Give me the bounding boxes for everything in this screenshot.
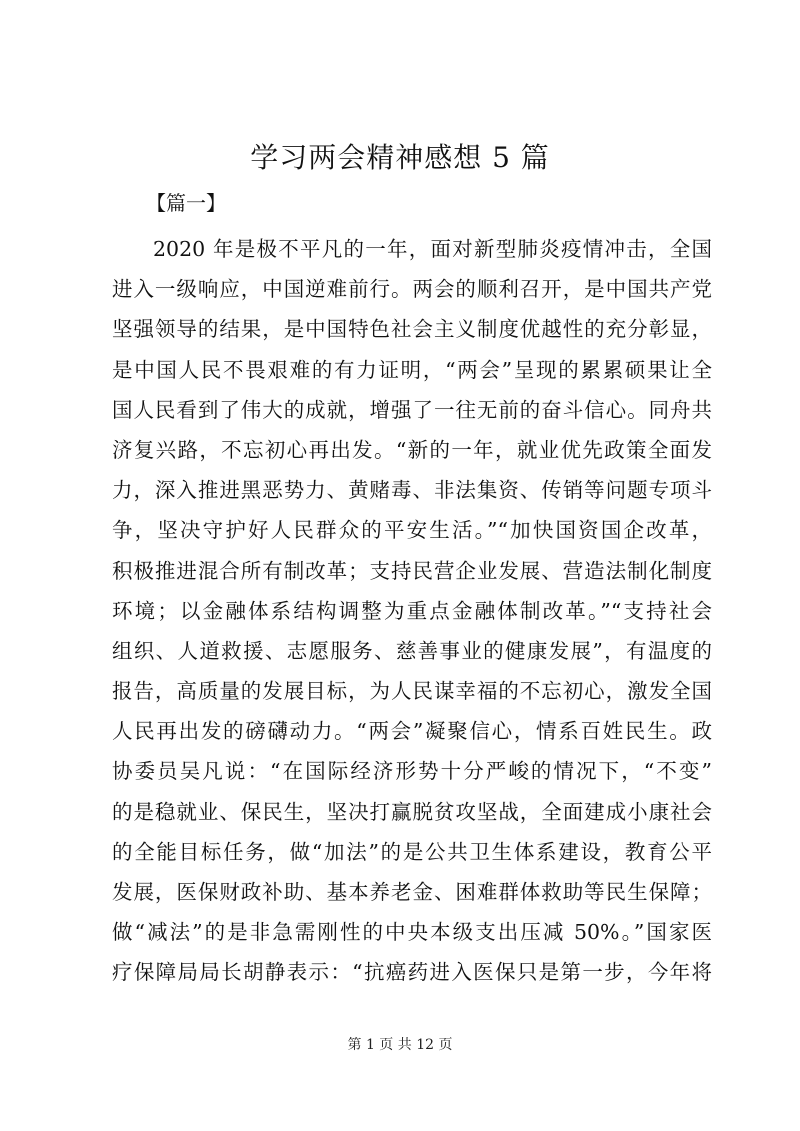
body-line: 2020 年是极不平凡的一年，面对新型肺炎疫情冲击，全国 <box>153 237 712 261</box>
body-line: 力，深入推进黑恶势力、黄赌毒、非法集资、传销等问题专项斗 <box>112 478 712 503</box>
body-line: 坚强领导的结果，是中国特色社会主义制度优越性的充分彰显， <box>112 317 712 342</box>
page-footer: 第 1 页 共 12 页 <box>347 1037 453 1053</box>
body-line: 济复兴路，不忘初心再出发。“新的一年，就业优先政策全面发 <box>112 437 712 462</box>
body-line: 是中国人民不畏艰难的有力证明，“两会”呈现的累累硕果让全 <box>112 357 712 382</box>
body-line: 疗保障局局长胡静表示：“抗癌药进入医保只是第一步，今年将 <box>112 960 712 985</box>
body-line: 争，坚决守护好人民群众的平安生活。”“加快国资国企改革， <box>112 518 712 543</box>
body-line: 环境；以金融体系结构调整为重点金融体制改革。”“支持社会 <box>112 598 712 623</box>
body-line: 发展，医保财政补助、基本养老金、困难群体救助等民生保障； <box>112 880 712 904</box>
body-line: 做“减法”的是非急需刚性的中央本级支出压减 50%。”国家医 <box>112 920 712 945</box>
document-title: 学习两会精神感想 5 篇 <box>250 141 550 174</box>
body-line: 报告，高质量的发展目标，为人民谋幸福的不忘初心，激发全国 <box>112 679 712 704</box>
body-line: 组织、人道救援、志愿服务、慈善事业的健康发展”，有温度的 <box>112 638 712 663</box>
body-line: 积极推进混合所有制改革；支持民营企业发展、营造法制化制度 <box>112 558 712 583</box>
body-line: 的全能目标任务，做“加法”的是公共卫生体系建设，教育公平 <box>112 839 712 864</box>
body-line: 进入一级响应，中国逆难前行。两会的顺利召开，是中国共产党 <box>112 277 712 302</box>
body-text <box>112 229 712 993</box>
body-line: 国人民看到了伟大的成就，增强了一往无前的奋斗信心。同舟共 <box>112 397 712 422</box>
body-line: 协委员吴凡说：“在国际经济形势十分严峻的情况下，“不变” <box>112 759 712 784</box>
body-line: 的是稳就业、保民生，坚决打赢脱贫攻坚战，全面建成小康社会 <box>112 799 712 824</box>
section-label: 【篇一】 <box>146 191 226 215</box>
body-line: 人民再出发的磅礴动力。“两会”凝聚信心，情系百姓民生。政 <box>112 719 712 744</box>
